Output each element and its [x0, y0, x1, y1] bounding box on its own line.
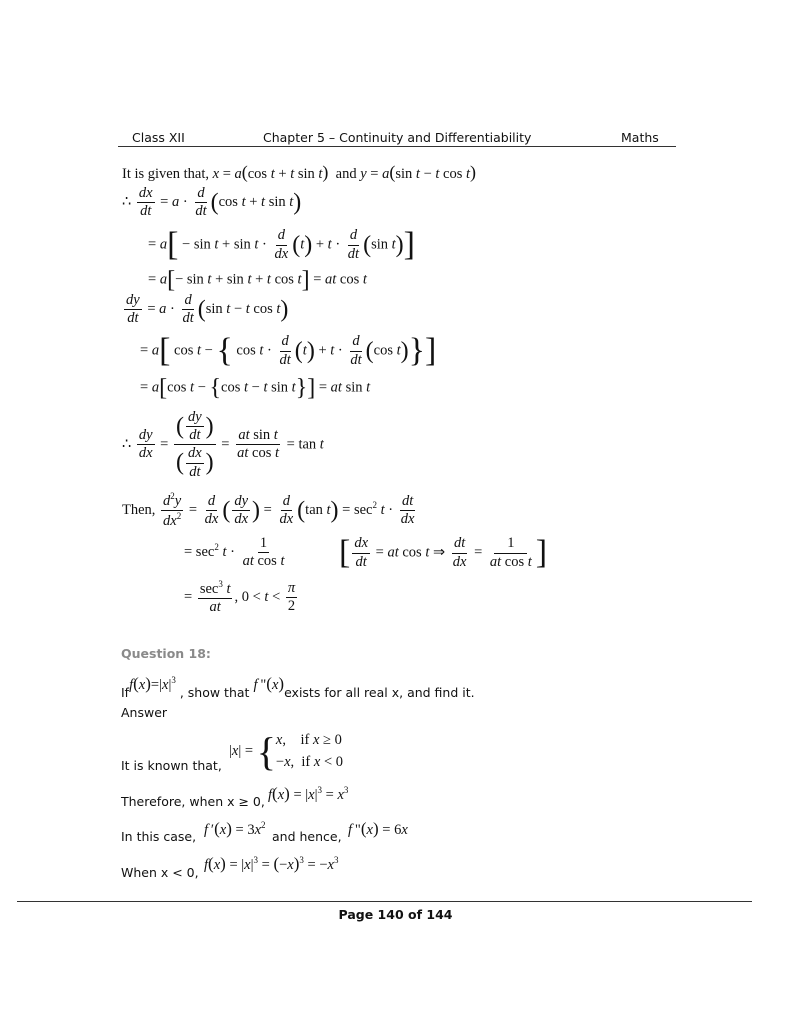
question-title: Question 18:	[121, 646, 211, 661]
header-rule	[118, 146, 676, 147]
second-derivative-line-2: = $\sec^2 t$ · $\frac{1}{\text{at cos t}}$	[184, 535, 285, 570]
footer-rule	[17, 901, 752, 902]
dxdt-line-2: = a[ − sin t + sin t · $\frac{d}{dx}$ (t) + t · $\frac{d}{dt}$ (sin t)]	[148, 226, 415, 263]
question-middle: , show that	[179, 685, 250, 700]
dxdt-line-3: = a[− sin t + sin t + t cos t] = at cos t	[148, 267, 367, 293]
second-derivative-equation: f "(x) = 6x	[348, 819, 408, 838]
answer-label: Answer	[121, 705, 168, 720]
intro-text: It is given that,	[122, 166, 209, 182]
given-equation: It is given that, x = a(cos t + t sin t) and y = a(sin t − t cos t)	[122, 162, 477, 182]
class-label: Class XII	[132, 130, 185, 145]
dxdt-line-1: ∴ $\frac{dx}{dt}$ = a · $\frac{d}{dt}$ (cos t + t sin t)	[122, 185, 302, 220]
dydt-line-1: $\frac{dy}{dt}$ = a · $\frac{d}{dt}$ (sin t − t cos t)	[126, 292, 289, 327]
page-number: Page 140 of 144	[338, 907, 453, 922]
dydx-equation: ∴ $\frac{dy}{dx}$ = ( $\frac{dy}{dt}$ ) ( $\frac{dx}{dt}$ ) = $\frac{\text{at sin t}}{\text{at cos t}}$ = tan t	[122, 409, 324, 480]
subject-label: Maths	[621, 130, 659, 145]
negative-equation: $f(x) = |x|^3 = (-x)^3 = -x^3$	[204, 854, 339, 873]
second-derivative-line-1: Then, $\frac{d^2y}{dx^2}$ = $\frac{d}{dx}$ ( $\frac{dy}{dx}$ ) = $\frac{d}{dx}$ (tan $t) = \sec^2 t$ · $\frac{dt}{dx}$	[122, 491, 415, 529]
first-derivative-equation: f $'(x) = 3x^2$	[204, 819, 266, 838]
chapter-title: Chapter 5 – Continuity and Differentiability	[263, 130, 532, 145]
bracket-note: [ $\frac{dx}{dt}$ = at cos t ⇒ $\frac{dt}{dx}$ = $\frac{1}{\text{at cos t}}$ ]	[339, 534, 548, 571]
dydt-line-2: = a[ cos t − { cos t · $\frac{d}{dt}$ (t) + t · $\frac{d}{dt}$ (cos t)}]	[140, 332, 437, 369]
and-hence-text: and hence,	[272, 829, 342, 844]
second-derivative-line-3: = $\frac{\sec^3 t}{at}$ , 0 < t < $\frac{\pi}{2}$	[184, 579, 296, 616]
therefore-text: Therefore, when x ≥ 0,	[121, 794, 265, 809]
question-prefix: If	[121, 685, 130, 700]
question-text: $Iff(x)=|x|^3$ , show that f "(x)exists for all real x, and find it.	[121, 674, 475, 700]
when-negative-text: When x < 0,	[121, 865, 199, 880]
in-this-case-text: In this case,	[121, 829, 197, 844]
known-text: It is known that,	[121, 758, 222, 773]
abs-piecewise: |x| = {x, if x ≥ 0 −x, if x < 0	[229, 728, 343, 774]
dydt-line-3: = a[cos t − {cos t − t sin t}] = at sin t	[140, 375, 371, 401]
nonneg-equation: $f(x) = |x|^3 = x^3$	[268, 784, 349, 803]
question-suffix: exists for all real x, and find it.	[284, 685, 475, 700]
